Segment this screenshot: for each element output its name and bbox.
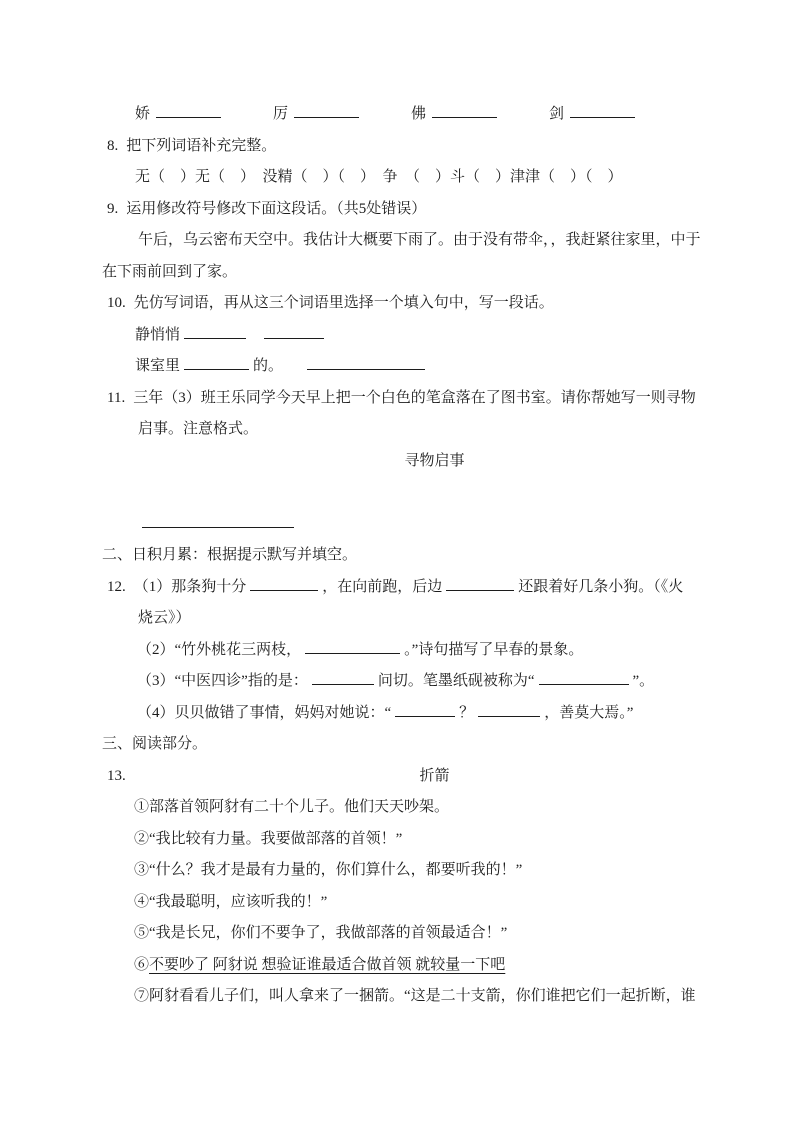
paragraph-text: ③“什么？我才是最有力量的，你们算什么，都要听我的！” — [134, 862, 523, 878]
item3-suffix: ”。 — [632, 673, 655, 689]
answer-blank-line — [138, 509, 767, 541]
char-li: 厉 — [273, 106, 289, 122]
item4-prefix: （4）贝贝做错了事情，妈妈对她说：“ — [137, 704, 392, 721]
page-content — [102, 99, 767, 1013]
question-12-item2-line — [137, 635, 767, 667]
blank-underline — [294, 104, 359, 118]
question-10-word-line — [135, 320, 767, 352]
reading-paragraph-2 — [134, 824, 767, 856]
passage-text: 在下雨前回到了家。 — [102, 263, 238, 280]
question-9-passage-line1 — [138, 225, 767, 257]
item3-prefix: （3）“中医四诊”指的是： — [137, 673, 308, 689]
reading-title: 折箭 — [419, 767, 450, 784]
section-3-heading-line — [102, 729, 767, 761]
blank-underline — [142, 514, 294, 528]
blank-underline — [184, 356, 249, 370]
item2-suffix: 。”诗句描写了早春的景象。 — [404, 641, 584, 658]
item1-wrap: 烧云》） — [138, 610, 191, 626]
blank-underline — [307, 356, 425, 370]
reading-paragraph-4 — [134, 887, 767, 919]
item4-suffix: ，善莫大焉。” — [544, 704, 634, 721]
item4-mid: ？ — [459, 704, 475, 721]
question-11-line2 — [138, 414, 767, 446]
question-9-number: 9. — [107, 200, 119, 217]
empty-line — [102, 477, 767, 509]
question-9-passage-line2 — [102, 257, 767, 289]
question-11-text: 启事。注意格式。 — [138, 421, 259, 437]
paragraph-marker: ⑥ — [134, 956, 150, 973]
question-11-text: 三年（3）班王乐同学今天早上把一个白色的笔盒落在了图书室。请你帮她写一则寻物 — [133, 389, 696, 406]
section-2-heading: 二、日积月累：根据提示默写并填空。 — [102, 547, 358, 563]
question-9-title: 运用修改符号修改下面这段话。（共5处错误） — [126, 200, 427, 217]
char-fill-group — [549, 99, 639, 131]
blank-underline — [264, 325, 324, 339]
question-13-number: 13. — [107, 767, 126, 784]
paragraph-text: ⑤“我是长兄，你们不要争了，我做部落的首领最适合！” — [134, 925, 508, 941]
question-13-title-line — [102, 761, 767, 793]
question-8-body: 无（ ）无（ ） 没精（ ）（ ） 争 （ ）斗（ ）津津（ ）（ ） — [135, 169, 623, 185]
question-10-sentence-line — [135, 351, 767, 383]
reading-paragraph-6 — [134, 950, 767, 982]
sentence-mid: 的。 — [253, 358, 284, 374]
blank-underline — [446, 577, 514, 591]
char-jiao: 娇 — [135, 106, 151, 122]
question-10-title-line — [107, 288, 767, 320]
blank-underline — [395, 703, 455, 717]
sentence-prefix: 课室里 — [135, 358, 181, 374]
blank-underline — [305, 640, 400, 654]
char-fo: 佛 — [411, 106, 427, 122]
paragraph-text: ⑦阿豺看看儿子们，叫人拿来了一捆箭。“这是二十支箭，你们谁把它们一起折断，谁 — [134, 988, 696, 1004]
notice-title: 寻物启事 — [404, 452, 465, 469]
question-10-title: 先仿写词语，再从这三个词语里选择一个填入句中，写一段话。 — [133, 295, 554, 311]
question-8-body-line — [135, 162, 767, 194]
blank-underline — [184, 325, 246, 339]
char-jian: 剑 — [549, 106, 565, 122]
item1-prefix: （1）那条狗十分 — [133, 578, 247, 595]
item1-mid: ，在向前跑，后边 — [322, 578, 443, 595]
question-12-item3-line — [137, 666, 767, 698]
paragraph-text: ①部落首领阿豺有二十个儿子。他们天天吵架。 — [134, 799, 450, 815]
blank-underline — [156, 104, 221, 118]
blank-underline — [312, 671, 374, 685]
reading-paragraph-5 — [134, 918, 767, 950]
question-10-number: 10. — [107, 295, 126, 311]
notice-title-line — [102, 446, 767, 478]
question-8-title: 把下列词语补充完整。 — [126, 137, 277, 154]
blank-underline — [250, 577, 318, 591]
reading-paragraph-1 — [134, 792, 767, 824]
reading-paragraph-7 — [134, 981, 767, 1013]
item2-prefix: （2）“竹外桃花三两枝， — [137, 641, 302, 658]
paragraph-underlined-text: 不要吵了 阿豺说 想验证谁最适合做首领 就较量一下吧 — [149, 956, 506, 973]
question-11-line1 — [107, 383, 767, 415]
question-12-number: 12. — [107, 578, 126, 595]
item3-mid: 问切。笔墨纸砚被称为“ — [377, 673, 535, 689]
char-fill-group — [411, 99, 501, 131]
question-8-number: 8. — [107, 137, 119, 154]
item1-suffix: 还跟着好几条小狗。（《火 — [518, 578, 684, 595]
passage-text: 午后，乌云密布天空中。我估计大概要下雨了。由于没有带伞，，我赶紧往家里，中于 — [138, 232, 701, 248]
question-9-title-line — [107, 194, 767, 226]
blank-underline — [432, 104, 497, 118]
blank-underline — [570, 104, 635, 118]
char-fill-line — [135, 99, 767, 131]
question-12-item4-line — [137, 698, 767, 730]
char-fill-group — [135, 99, 225, 131]
example-word: 静悄悄 — [135, 326, 181, 343]
section-2-heading-line — [102, 540, 767, 572]
question-8-title-line — [107, 131, 767, 163]
paragraph-text: ②“我比较有力量。我要做部落的首领！” — [134, 830, 403, 847]
blank-underline — [478, 703, 540, 717]
reading-paragraph-3 — [134, 855, 767, 887]
section-3-heading: 三、阅读部分。 — [102, 736, 208, 752]
paragraph-text: ④“我最聪明，应该听我的！” — [134, 893, 328, 910]
blank-underline — [539, 671, 629, 685]
question-12-item1-wrap-line — [138, 603, 767, 635]
question-11-number: 11. — [107, 389, 126, 406]
char-fill-group — [273, 99, 363, 131]
question-12-item1-line — [107, 572, 767, 604]
